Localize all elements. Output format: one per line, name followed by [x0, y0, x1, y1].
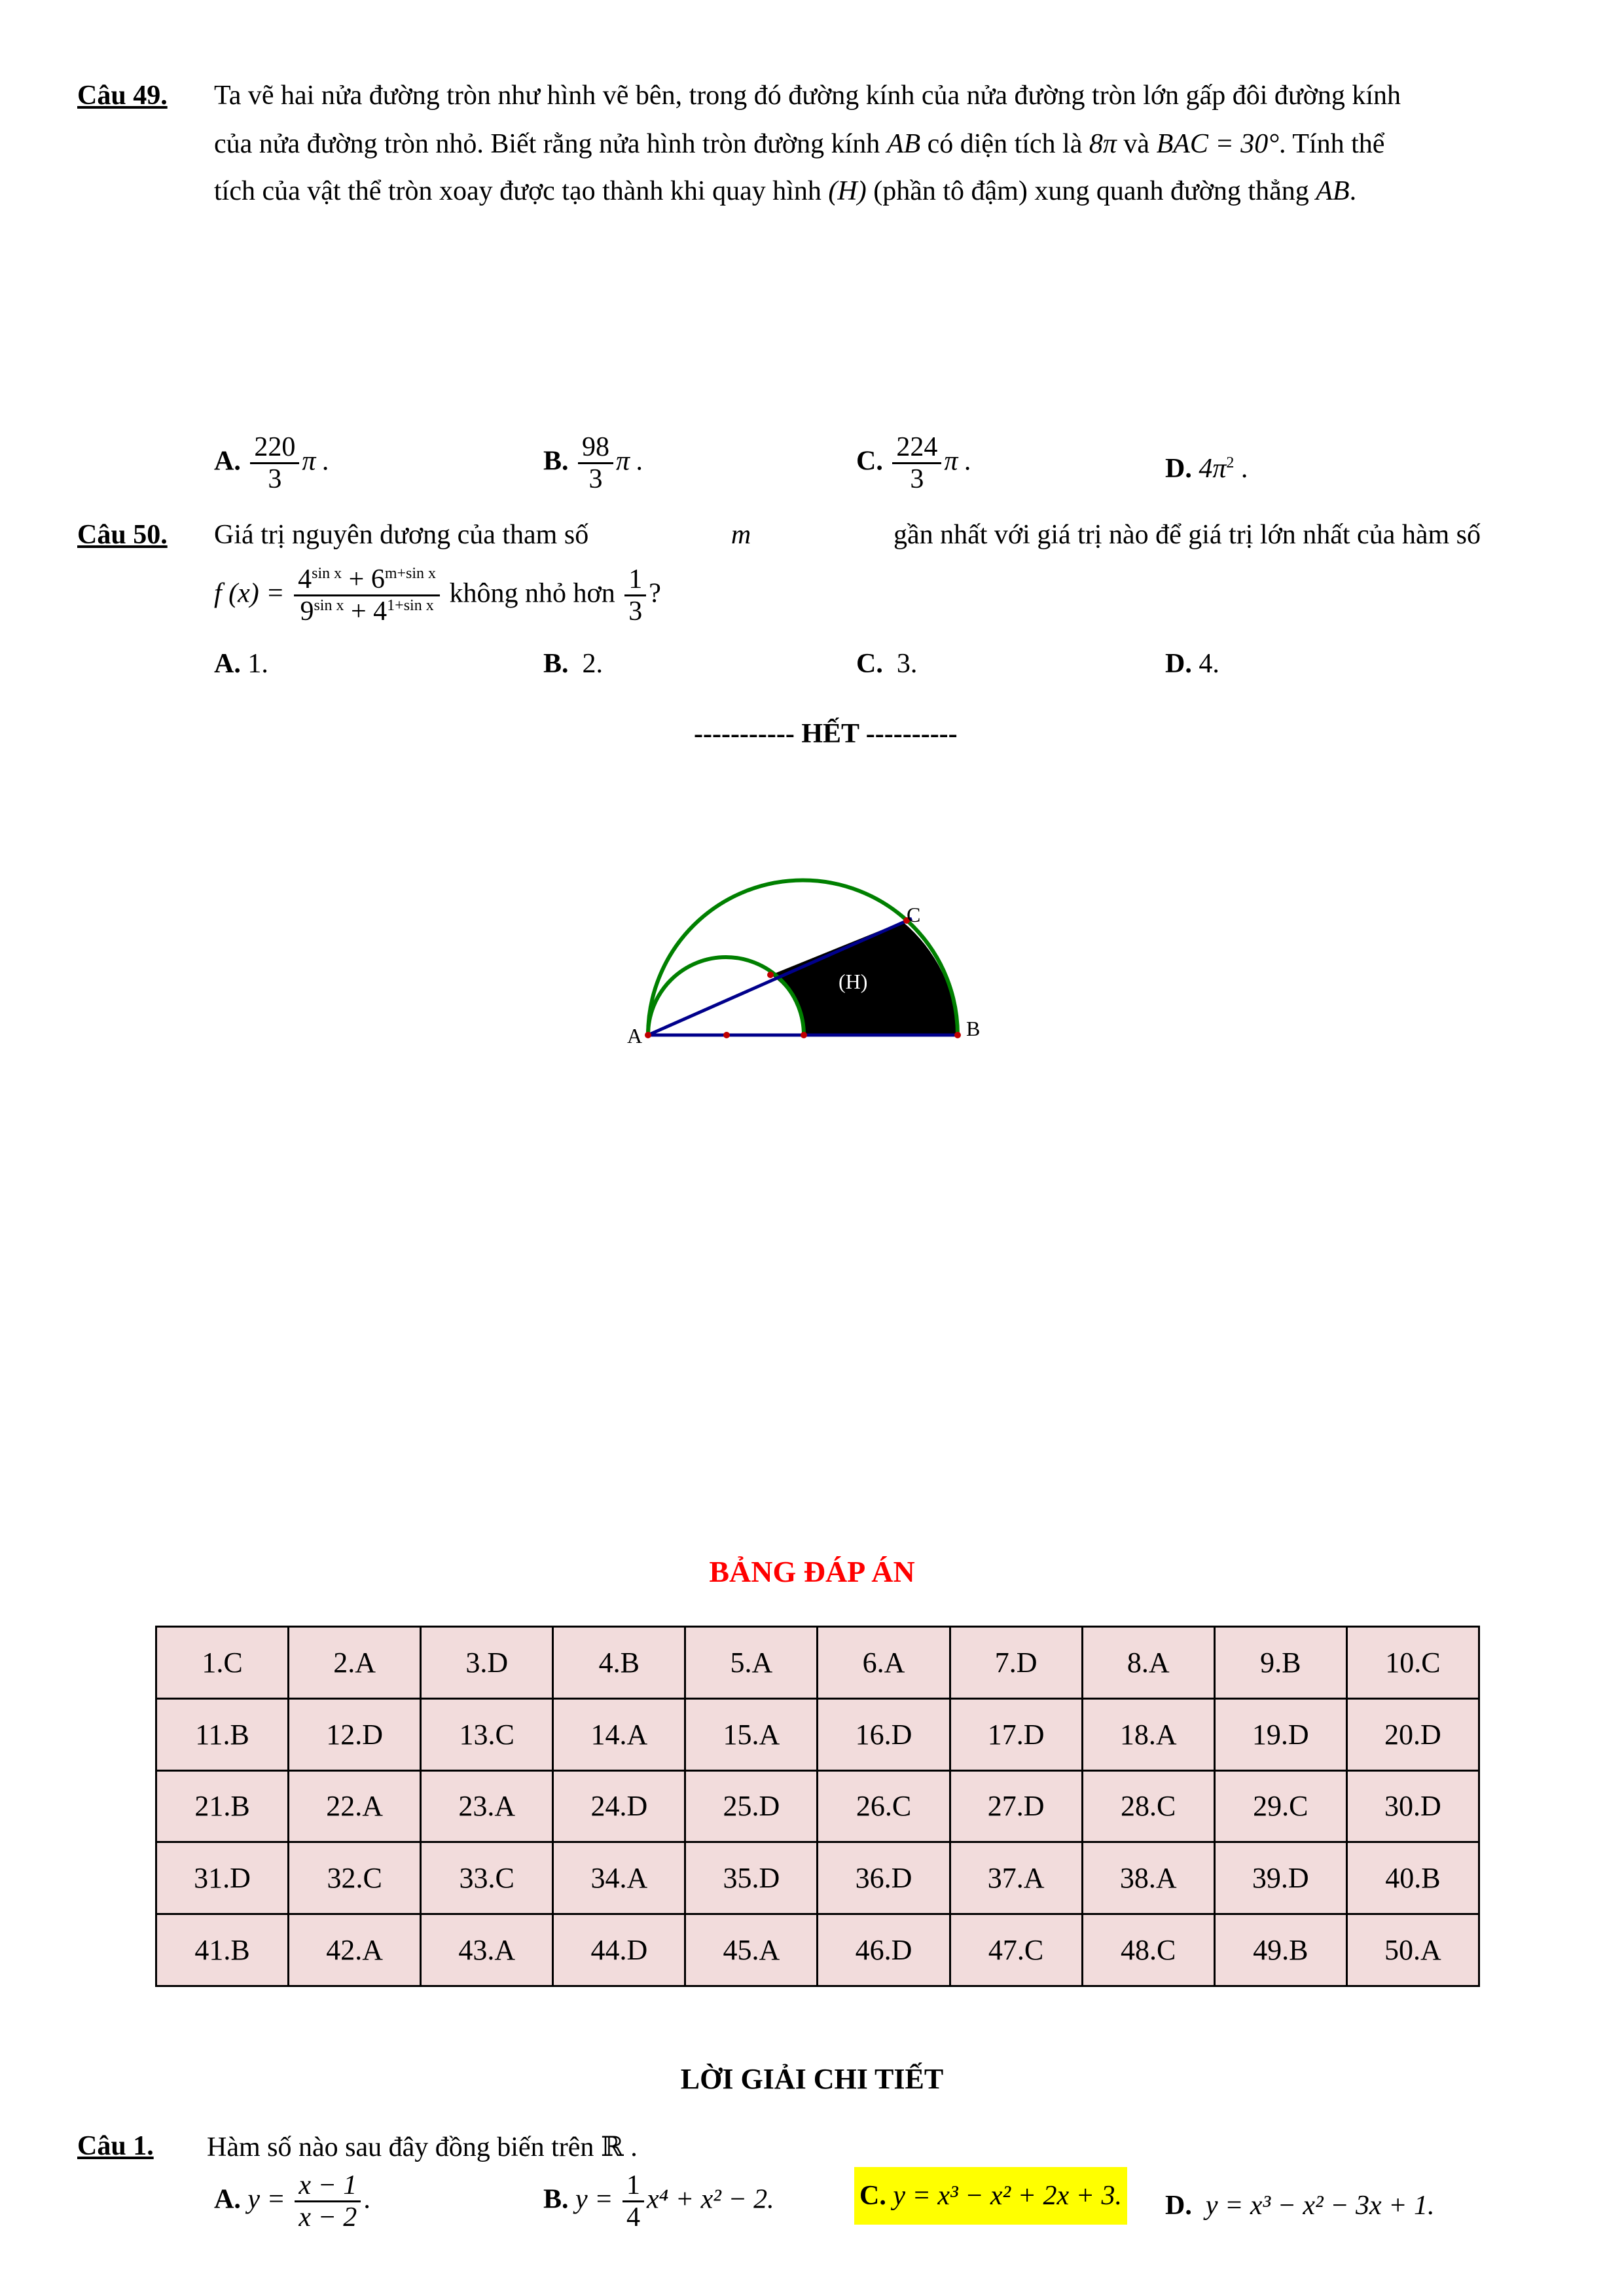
q49-line3-text: tích của vật thể tròn xoay được tạo thành khi quay hình	[214, 176, 821, 206]
answer-cell: 43.A	[421, 1914, 553, 1986]
answer-cell: 9.B	[1214, 1627, 1346, 1699]
answer-cell: 13.C	[421, 1698, 553, 1770]
q49-label: Câu 49.	[77, 81, 168, 111]
answer-cell: 40.B	[1346, 1842, 1479, 1914]
q1-option-d[interactable]: D. y = x³ − x² − 3x + 1.	[1165, 2191, 1435, 2221]
q50-line1	[214, 519, 1481, 551]
q50-line1-text-b: gần nhất với giá trị nào để giá trị lớn nhất của hàm số	[893, 520, 1481, 550]
answer-cell: 26.C	[818, 1770, 950, 1842]
q49-and: và	[1123, 129, 1150, 159]
answer-cell: 32.C	[289, 1842, 421, 1914]
answer-cell: 12.D	[289, 1698, 421, 1770]
answer-cell: 49.B	[1214, 1914, 1346, 1986]
answer-cell: 8.A	[1082, 1627, 1214, 1699]
solution-title: LỜI GIẢI CHI TIẾT	[680, 2063, 944, 2095]
q49-line3	[214, 175, 1356, 207]
answer-cell: 39.D	[1214, 1842, 1346, 1914]
q49-ab-2: AB	[1316, 176, 1350, 206]
answer-cell: 46.D	[818, 1914, 950, 1986]
answer-cell: 3.D	[421, 1627, 553, 1699]
answer-cell: 28.C	[1082, 1770, 1214, 1842]
label-a: A	[627, 1024, 643, 1048]
answer-cell: 7.D	[950, 1627, 1082, 1699]
answer-cell: 6.A	[818, 1627, 950, 1699]
q50-option-c[interactable]: C. 3.	[856, 649, 918, 679]
q1-option-c[interactable]: C. y = x³ − x² + 2x + 3.	[854, 2167, 1127, 2225]
q49-line2-text-b: có diện tích là	[927, 129, 1083, 159]
answer-cell: 33.C	[421, 1842, 553, 1914]
semicircle-figure	[615, 851, 995, 1061]
q49-option-d[interactable]: D. $4\pi^2$ .	[1165, 454, 1248, 484]
q1-option-b[interactable]: B. y = $\frac{1}{4}$ x⁴ + x² − 2.	[543, 2170, 774, 2233]
answer-cell: 31.D	[156, 1842, 289, 1914]
answer-cell: 10.C	[1346, 1627, 1479, 1699]
q50-option-b[interactable]: B. 2.	[543, 649, 604, 679]
q1-question: Hàm số nào sau đây đồng biến trên ℝ .	[207, 2132, 638, 2162]
q50-formula: f (x) = $\frac{4^{sin x} + 6^{m+sin x}}{9^{sin x} + 4^{1+sin x}}$ không nhỏ hơn $\frac{1}{3}$ ?	[214, 564, 661, 627]
label-h: (H)	[839, 970, 868, 993]
answer-cell: 11.B	[156, 1698, 289, 1770]
q50-m: m	[731, 520, 751, 550]
q1-label: Câu 1.	[77, 2131, 154, 2161]
answer-cell: 20.D	[1346, 1698, 1479, 1770]
q49-line3-text-b: (phần tô đậm) xung quanh đường thẳng	[873, 176, 1309, 206]
answer-cell: 19.D	[1214, 1698, 1346, 1770]
q1-set-r: ℝ	[600, 2132, 624, 2162]
answer-cell: 36.D	[818, 1842, 950, 1914]
answer-cell: 1.C	[156, 1627, 289, 1699]
answer-cell: 2.A	[289, 1627, 421, 1699]
answer-cell: 18.A	[1082, 1698, 1214, 1770]
answer-cell: 16.D	[818, 1698, 950, 1770]
answer-cell: 34.A	[553, 1842, 685, 1914]
point-b	[954, 1032, 961, 1038]
answer-cell: 30.D	[1346, 1770, 1479, 1842]
answer-cell: 24.D	[553, 1770, 685, 1842]
answer-cell: 27.D	[950, 1770, 1082, 1842]
answer-table-title: BẢNG ĐÁP ÁN	[709, 1555, 915, 1588]
answer-cell: 14.A	[553, 1698, 685, 1770]
label-b: B	[966, 1017, 981, 1040]
answer-cell: 50.A	[1346, 1914, 1479, 1986]
q49-option-b[interactable]: B. $\frac{98}{3}$ π .	[543, 432, 644, 495]
answer-cell: 23.A	[421, 1770, 553, 1842]
point-a	[645, 1032, 651, 1038]
table-row	[156, 1627, 1479, 1699]
answer-cell: 35.D	[685, 1842, 818, 1914]
table-row	[156, 1698, 1479, 1770]
answer-cell: 25.D	[685, 1770, 818, 1842]
answer-table	[155, 1626, 1480, 1987]
answer-cell: 45.A	[685, 1914, 818, 1986]
point-mid	[801, 1032, 807, 1038]
q49-angle: BAC = 30°	[1156, 129, 1280, 159]
answer-cell: 37.A	[950, 1842, 1082, 1914]
answer-cell: 42.A	[289, 1914, 421, 1986]
q49-line2	[214, 128, 1384, 160]
end-mark: ----------- HẾT ----------	[694, 719, 958, 749]
q49-option-c[interactable]: C. $\frac{224}{3}$ π .	[856, 432, 972, 495]
answer-cell: 4.B	[553, 1627, 685, 1699]
answer-cell: 22.A	[289, 1770, 421, 1842]
answer-cell: 38.A	[1082, 1842, 1214, 1914]
table-row	[156, 1770, 1479, 1842]
answer-cell: 48.C	[1082, 1914, 1214, 1986]
q50-line1-text: Giá trị nguyên dương của tham số	[214, 520, 589, 550]
q50-mid: không nhỏ hơn	[449, 578, 615, 609]
answer-cell: 17.D	[950, 1698, 1082, 1770]
answer-cell: 44.D	[553, 1914, 685, 1986]
q50-option-a[interactable]: A. 1.	[214, 649, 268, 679]
q49-area: 8π	[1089, 129, 1117, 159]
table-row	[156, 1842, 1479, 1914]
q49-line1: Ta vẽ hai nửa đường tròn như hình vẽ bên, trong đó đường kính của nửa đường tròn lớn gấp đôi đường kính	[214, 81, 1401, 111]
answer-cell: 29.C	[1214, 1770, 1346, 1842]
q50-label: Câu 50.	[77, 520, 168, 550]
q1-option-a[interactable]: A. y = $\frac{x - 1}{x - 2}$ .	[214, 2170, 370, 2233]
q50-one-third: $\frac{1}{3}$	[624, 564, 646, 627]
q49-option-a[interactable]: A. $\frac{220}{3}$ π .	[214, 432, 330, 495]
point-small-center	[723, 1032, 730, 1038]
q50-option-d[interactable]: D. 4.	[1165, 649, 1219, 679]
answer-cell: 5.A	[685, 1627, 818, 1699]
answer-cell: 47.C	[950, 1914, 1082, 1986]
q50-fraction: $\frac{4^{sin x} + 6^{m+sin x}}{9^{sin x} + 4^{1+sin x}}$	[294, 564, 440, 627]
q50-fx: f (x) =	[214, 578, 285, 609]
q49-line2-end: . Tính thể	[1279, 129, 1385, 159]
q49-hname: (H)	[828, 176, 867, 206]
q49-line2-text: của nửa đường tròn nhỏ. Biết rằng nửa hình tròn đường kính	[214, 129, 880, 159]
answer-cell: 15.A	[685, 1698, 818, 1770]
label-c: C	[907, 903, 921, 926]
answer-cell: 41.B	[156, 1914, 289, 1986]
table-row	[156, 1914, 1479, 1986]
answer-cell: 21.B	[156, 1770, 289, 1842]
point-intersection	[767, 972, 774, 978]
q49-ab: AB	[886, 129, 921, 159]
q49-line3-end: .	[1349, 176, 1357, 206]
